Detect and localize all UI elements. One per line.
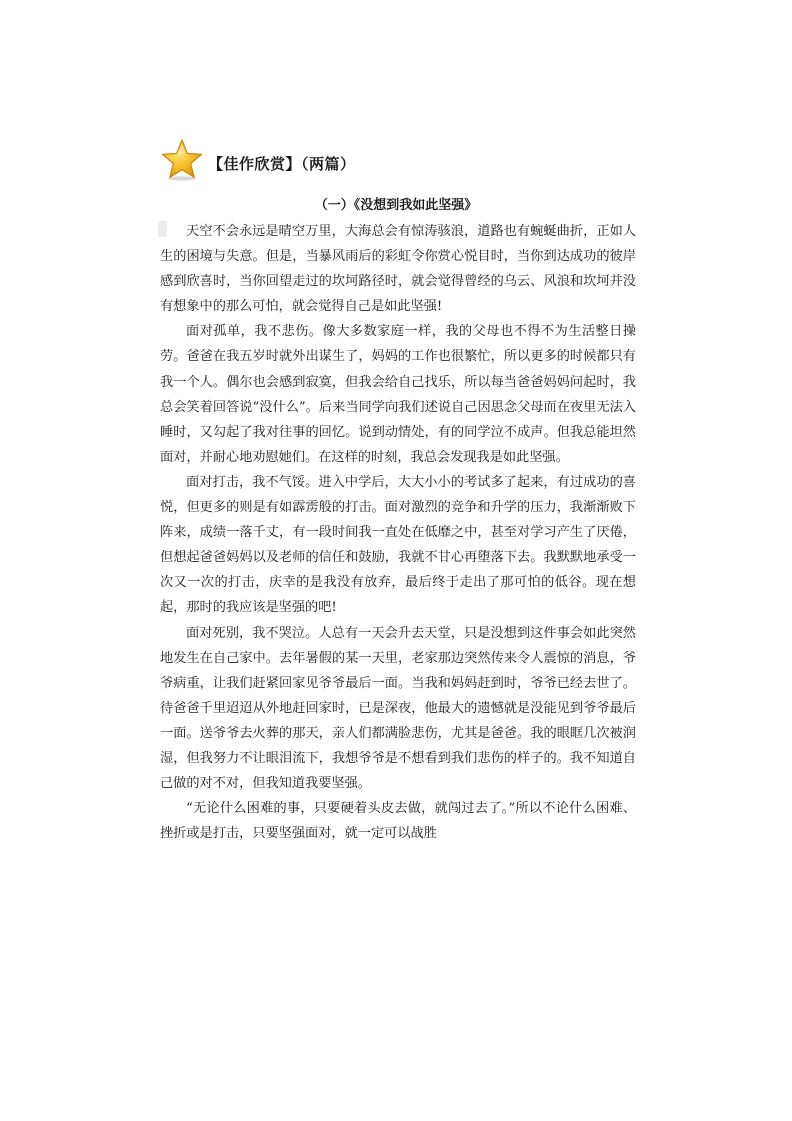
paragraph: 面对死别，我不哭泣。人总有一天会升去天堂，只是没想到这件事会如此突然地发生在自己家中。去年暑假的某一天里，老家那边突然传来令人震惊的消息，爷爷病重，让我们赶紧回家见爷爷最后一面。当我和妈妈赶到时，爷爷已经去世了。待爸爸千里迢迢从外地赶回家时，已是深夜，他最大的遗憾就是没能见到爷爷最后一面。送爷爷去火葬的那天，亲人们都满脸悲伤，尤其是爸爸。我的眼眶几次被润湿，但我努力不让眼泪流下，我想爷爷是不想看到我们悲伤的样子的。我不知道自己做的对不对，但我知道我要坚强。 [160,625,636,792]
star-icon [160,138,204,182]
paragraph: 面对打击，我不气馁。进入中学后，大大小小的考试多了起来，有过成功的喜悦，但更多的则是有如霹雳般的打击。面对激烈的竞争和升学的压力，我渐渐败下阵来，成绩一落千丈，有一段时间我一直处在低靡之中，甚至对学习产生了厌倦，但想起爸爸妈妈以及老师的信任和鼓励，我就不甘心再堕落下去。我默默地承受一次又一次的打击，庆幸的是我没有放弃，最后终于走出了那可怕的低谷。现在想起，那时的我应该是坚强的吧! [160,474,636,616]
section-title: 【佳作欣赏】（两篇） [208,154,356,173]
article-title: （一）《没想到我如此坚强》 [314,198,478,213]
article-body [160,219,636,846]
paragraph: “无论什么困难的事，只要硬着头皮去做，就闯过去了。”所以不论什么困难、挫折或是打击，只要坚强面对，就一定可以战胜 [160,801,636,842]
paragraph: 面对孤单，我不悲伤。像大多数家庭一样，我的父母也不得不为生活整日操劳。爸爸在我五岁时就外出谋生了，妈妈的工作也很繁忙，所以更多的时候都只有我一个人。偶尔也会感到寂寞，但我会给自己找乐，所以每当爸爸妈妈问起时，我总会笑着回答说“没什么”。后来当同学向我们述说自己因思念父母而在夜里无法入睡时，又勾起了我对往事的回忆。说到动情处，有的同学泣不成声。但我总能坦然面对，并耐心地劝慰她们。在这样的时刻，我总会发现我是如此坚强。 [160,324,636,465]
paragraph: 天空不会永远是晴空万里，大海总会有惊涛骇浪，道路也有蜿蜒曲折，正如人生的困境与失意。但是，当暴风雨后的彩虹令你赏心悦目时，当你到达成功的彼岸感到欣喜时，当你回望走过的坎坷路径时，就会觉得曾经的乌云、风浪和坎坷并没有想象中的那么可怕，就会觉得自己是如此坚强! [160,224,636,315]
section-heading [160,138,356,182]
